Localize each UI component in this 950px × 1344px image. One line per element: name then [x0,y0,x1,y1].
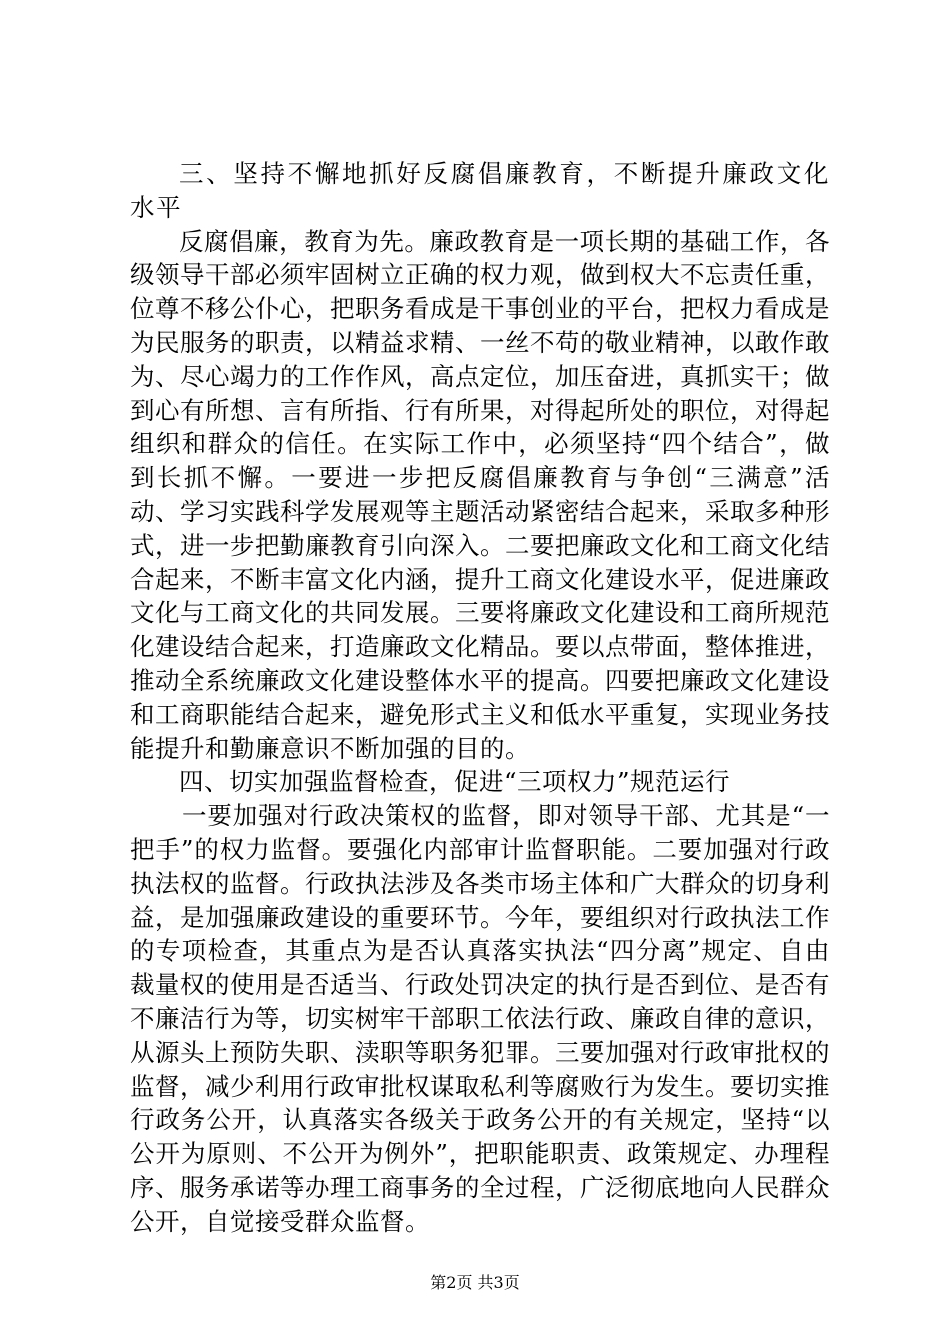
paragraph-anticorruption-education: 反腐倡廉，教育为先。廉政教育是一项长期的基础工作，各级领导干部必须牢固树立正确的权力观，做到权大不忘责任重，位尊不移公仆心，把职务看成是干事创业的平台，把权力看成是为民服务的职责，以精益求精、一丝不苟的敬业精神，以敢作敢为、尽心竭力的工作作风，高点定位，加压奋进，真抓实干；做到心有所想、言有所指、行有所果，对得起所处的职位，对得起组织和群众的信任。在实际工作中，必须坚持“四个结合”，做到长抓不懈。一要进一步把反腐倡廉教育与争创“三满意”活动、学习实践科学发展观等主题活动紧密结合起来，采取多种形式，进一步把勤廉教育引向深入。二要把廉政文化和工商文化结合起来，不断丰富文化内涵，提升工商文化建设水平，促进廉政文化与工商文化的共同发展。三要将廉政文化建设和工商所规范化建设结合起来，打造廉政文化精品。要以点带面，整体推进，推动全系统廉政文化建设整体水平的提高。四要把廉政文化建设和工商职能结合起来，避免形式主义和低水平重复，实现业务技能提升和勤廉意识不断加强的目的。 [130,226,830,763]
section-heading-three: 三、坚持不懈地抓好反腐倡廉教育，不断提升廉政文化水平 [130,159,830,222]
page-number-footer: 第2页 共3页 [430,1273,520,1292]
document-body [130,157,830,1239]
section-heading-four: 四、切实加强监督检查，促进“三项权力”规范运行 [179,767,731,797]
paragraph-supervision: 一要加强对行政决策权的监督，即对领导干部、尤其是“一把手”的权力监督。要强化内部审计监督职能。二要加强对行政执法权的监督。行政执法涉及各类市场主体和广大群众的切身利益，是加强廉政建设的重要环节。今年，要组织对行政执法工作的专项检查，其重点为是否认真落实执法“四分离”规定、自由裁量权的使用是否适当、行政处罚决定的执行是否到位、是否有不廉洁行为等，切实树牢干部职工依法行政、廉政自律的意识，从源头上预防失职、渎职等职务犯罪。三要加强对行政审批权的监督，减少利用行政审批权谋取私利等腐败行为发生。要切实推行政务公开，认真落实各级关于政务公开的有关规定，坚持“以公开为原则、不公开为例外”，把职能职责、政策规定、办理程序、服务承诺等办理工商事务的全过程，广泛彻底地向人民群众公开，自觉接受群众监督。 [130,801,830,1236]
